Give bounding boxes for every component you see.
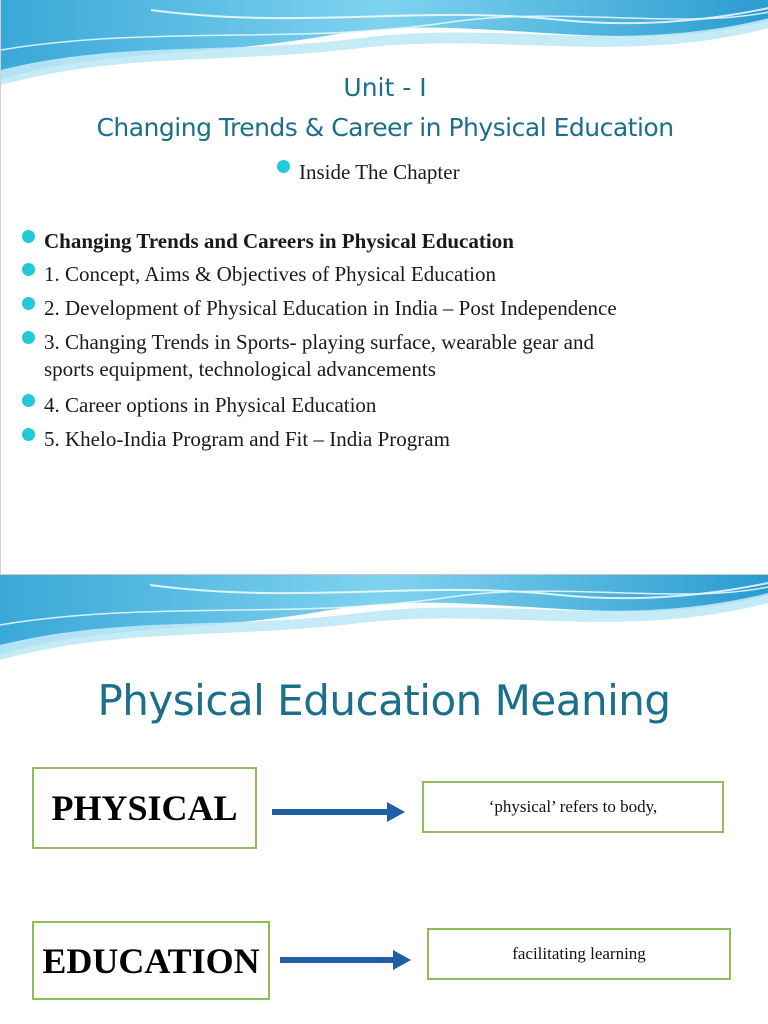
bullet-icon <box>22 263 35 276</box>
unit-heading: Unit - I <box>343 73 427 102</box>
term-box-education <box>32 921 270 1000</box>
bullet-icon <box>22 331 35 344</box>
definition-box-physical <box>422 781 724 833</box>
list-item: 5. Khelo-India Program and Fit – India Program <box>44 427 450 451</box>
definition-text: facilitating learning <box>512 944 646 963</box>
list-item: 2. Development of Physical Education in India – Post Independence <box>44 296 617 320</box>
bullet-icon <box>22 297 35 310</box>
term-label: EDUCATION <box>42 940 260 981</box>
arrow-right-icon <box>280 948 413 972</box>
bullet-icon <box>22 428 35 441</box>
list-item: Changing Trends and Careers in Physical Education <box>44 229 514 253</box>
list-item-continuation: sports equipment, technological advancements <box>44 357 436 381</box>
definition-box-education <box>427 928 731 980</box>
arrow-right-icon <box>272 800 407 824</box>
bullet-icon <box>22 394 35 407</box>
term-box-physical <box>32 767 257 849</box>
inside-chapter-label: Inside The Chapter <box>299 160 460 184</box>
bullet-icon <box>22 230 35 243</box>
bullet-icon <box>277 160 290 173</box>
definition-text: ‘physical’ refers to body, <box>488 797 658 816</box>
chapter-title: Changing Trends & Career in Physical Education <box>96 113 674 142</box>
list-item: 4. Career options in Physical Education <box>44 393 377 417</box>
list-item: 3. Changing Trends in Sports- playing surface, wearable gear and <box>44 330 594 354</box>
list-item: 1. Concept, Aims & Objectives of Physical Education <box>44 262 497 286</box>
meaning-title: Physical Education Meaning <box>97 676 671 725</box>
term-label: PHYSICAL <box>51 788 238 828</box>
header-wave-decoration <box>0 575 768 670</box>
